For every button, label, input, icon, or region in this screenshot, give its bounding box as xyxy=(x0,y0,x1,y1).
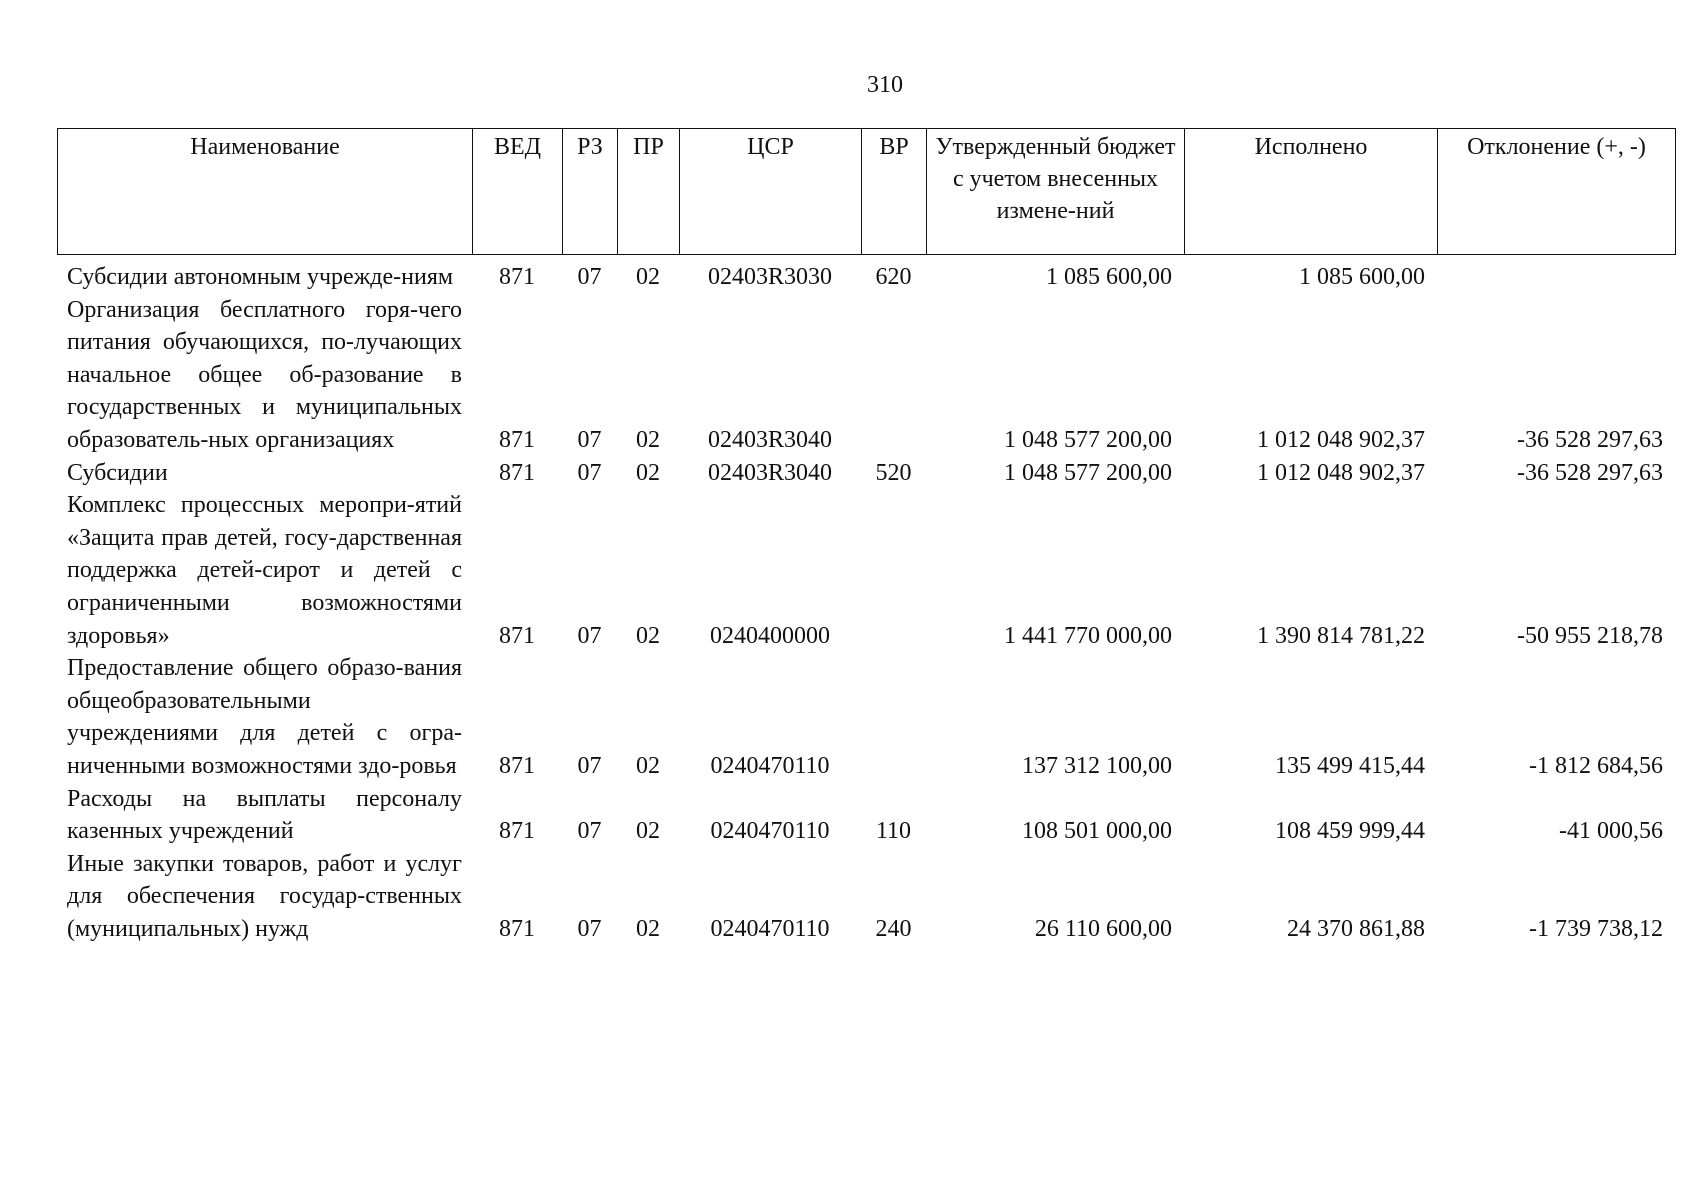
cell-ved: 871 xyxy=(499,752,535,779)
cell-vr: 520 xyxy=(875,459,912,486)
cell-vr xyxy=(861,294,926,457)
table-row xyxy=(57,848,1675,946)
cell-vr xyxy=(861,652,926,782)
cell-pr: 02 xyxy=(636,264,660,290)
cell-ved: 871 xyxy=(499,622,535,649)
cell-vr: 240 xyxy=(875,915,912,942)
cell-rz: 07 xyxy=(577,426,602,453)
cell-ved: 871 xyxy=(499,264,535,290)
cell-csr: 0240400000 xyxy=(710,622,830,649)
cell-deviation: -1 739 738,12 xyxy=(1529,915,1663,942)
cell-deviation: -50 955 218,78 xyxy=(1517,622,1663,649)
table-row xyxy=(57,294,1675,457)
cell-csr: 0240470110 xyxy=(710,915,830,942)
cell-pr: 02 xyxy=(636,752,660,779)
cell-ved: 871 xyxy=(499,426,535,453)
cell-csr: 02403R3040 xyxy=(707,459,832,486)
table-row xyxy=(57,457,1675,490)
col-header-executed: Исполнено xyxy=(1185,129,1438,255)
col-header-ved: ВЕД xyxy=(473,129,563,255)
cell-name: Иные закупки товаров, работ и услуг для обеспечения государ-ственных (муниципальных) нужд xyxy=(67,850,462,942)
col-header-vr: ВР xyxy=(862,129,927,255)
cell-vr xyxy=(861,489,926,652)
cell-deviation: -36 528 297,63 xyxy=(1517,426,1663,453)
table-row xyxy=(57,489,1675,652)
cell-csr: 0240470110 xyxy=(710,818,830,845)
page-number: 310 xyxy=(867,72,903,98)
col-header-csr: ЦСР xyxy=(680,129,862,255)
col-header-pr: ПР xyxy=(618,129,680,255)
cell-pr: 02 xyxy=(636,915,660,942)
cell-executed: 1 085 600,00 xyxy=(1299,264,1425,290)
table-row xyxy=(57,652,1675,782)
cell-csr: 0240470110 xyxy=(710,752,830,779)
cell-ved: 871 xyxy=(499,915,535,942)
table-row xyxy=(57,783,1675,848)
cell-name: Предоставление общего образо-вания общеобразовательными учреждениями для детей с огра-ниченными возможностями здо-ровья xyxy=(67,655,462,779)
cell-pr: 02 xyxy=(636,426,660,453)
cell-pr: 02 xyxy=(636,818,660,845)
cell-executed: 135 499 415,44 xyxy=(1275,752,1425,779)
cell-approved: 1 085 600,00 xyxy=(1046,264,1172,290)
cell-ved: 871 xyxy=(499,459,535,486)
cell-approved: 108 501 000,00 xyxy=(1022,818,1172,845)
cell-approved: 137 312 100,00 xyxy=(1022,752,1172,779)
col-header-rz: РЗ xyxy=(563,129,618,255)
cell-name: Субсидии автономным учрежде-ниям xyxy=(67,264,454,290)
cell-deviation: -36 528 297,63 xyxy=(1517,459,1663,486)
cell-rz: 07 xyxy=(577,915,602,942)
cell-vr: 620 xyxy=(875,264,912,290)
cell-pr: 02 xyxy=(636,622,660,649)
cell-name: Расходы на выплаты персоналу казенных учреждений xyxy=(67,785,462,845)
cell-csr: 02403R3040 xyxy=(707,426,832,453)
cell-rz: 07 xyxy=(577,818,602,845)
cell-deviation xyxy=(1437,261,1675,294)
col-header-deviation: Отклонение (+, -) xyxy=(1438,129,1676,255)
cell-name: Субсидии xyxy=(67,459,168,486)
cell-ved: 871 xyxy=(499,818,535,845)
cell-rz: 07 xyxy=(577,264,602,290)
cell-executed: 1 012 048 902,37 xyxy=(1257,459,1425,486)
table-row xyxy=(57,261,1675,294)
cell-executed: 1 012 048 902,37 xyxy=(1257,426,1425,453)
col-header-approved: Утвержденный бюджет с учетом внесенных измене-ний xyxy=(927,129,1185,255)
cell-executed: 1 390 814 781,22 xyxy=(1257,622,1425,649)
cell-executed: 24 370 861,88 xyxy=(1287,915,1425,942)
cell-csr: 02403R3030 xyxy=(707,264,832,290)
cell-approved: 26 110 600,00 xyxy=(1034,915,1172,942)
cell-deviation: -1 812 684,56 xyxy=(1529,752,1663,779)
cell-rz: 07 xyxy=(577,622,602,649)
cell-approved: 1 048 577 200,00 xyxy=(1004,426,1172,453)
cell-name: Организация бесплатного горя-чего питания обучающихся, по-лучающих начальное общее об-разование в государственных и муниципальных образователь-ных организациях xyxy=(67,296,462,453)
cell-vr: 110 xyxy=(875,818,912,845)
cell-rz: 07 xyxy=(577,752,602,779)
cell-deviation: -41 000,56 xyxy=(1559,818,1663,845)
col-header-name: Наименование xyxy=(58,129,473,255)
cell-name: Комплекс процессных меропри-ятий «Защита прав детей, госу-дарственная поддержка детей-сирот и детей с ограниченными возможностями здоровья» xyxy=(67,492,462,649)
cell-pr: 02 xyxy=(636,459,660,486)
cell-rz: 07 xyxy=(577,459,602,486)
cell-executed: 108 459 999,44 xyxy=(1275,818,1425,845)
table-body xyxy=(57,261,1675,945)
cell-approved: 1 441 770 000,00 xyxy=(1004,622,1172,649)
cell-approved: 1 048 577 200,00 xyxy=(1004,459,1172,486)
table-header xyxy=(57,128,1676,255)
